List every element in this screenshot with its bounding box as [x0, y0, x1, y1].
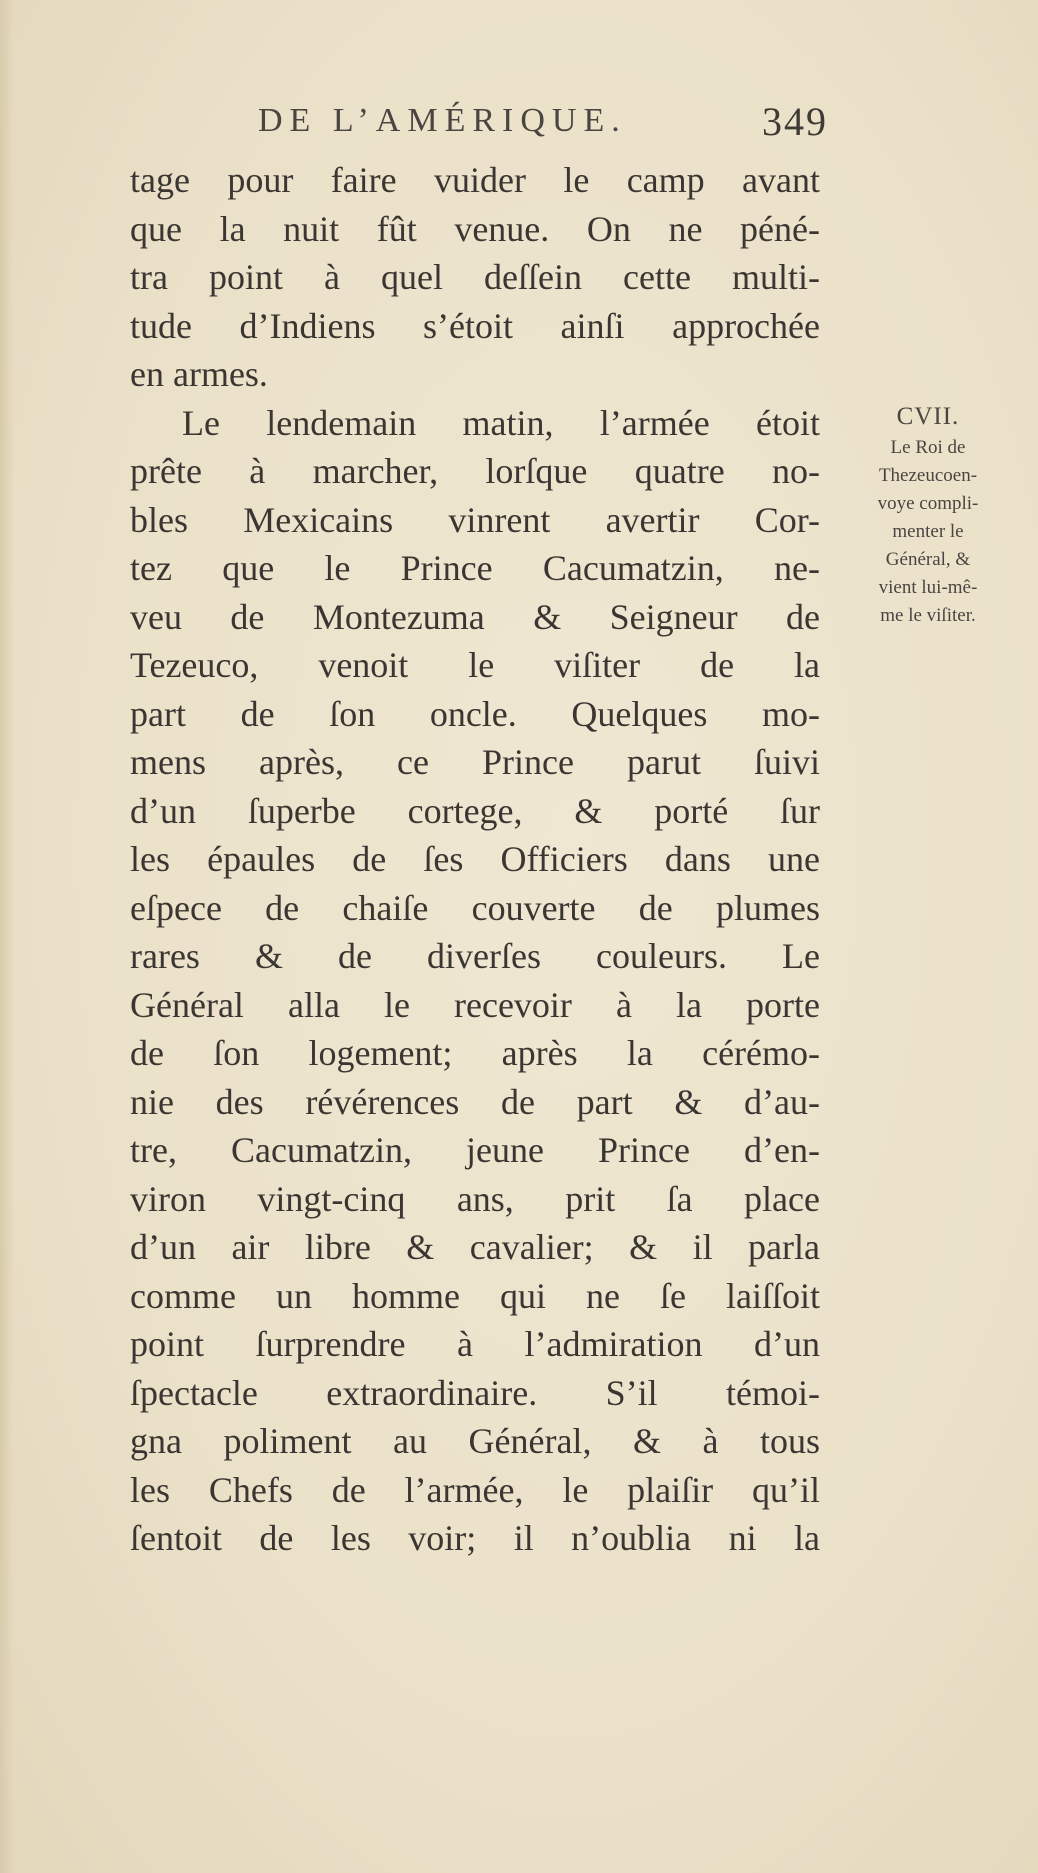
text-line: ſpectacle extraordinaire. S’il témoi-	[130, 1372, 820, 1413]
paragraph-start-line: Le lendemain matin, l’armée étoit	[182, 402, 820, 443]
text-line: de ſon logement; après la cérémo-	[130, 1033, 820, 1073]
text-line: point ſurprendre à l’admiration d’un	[130, 1324, 820, 1364]
text-line: que la nuit fût venue. On ne péné-	[130, 208, 820, 249]
margin-note-line: Thezeucoen-	[878, 465, 978, 486]
text-line: mens après, ce Prince parut ſuivi	[130, 742, 820, 782]
text-line: prête à marcher, lorſque quatre no-	[130, 451, 820, 491]
text-line: eſpece de chaiſe couverte de plumes	[130, 887, 820, 928]
text-line: tage pour faire vuider le camp avant	[130, 160, 820, 200]
text-line: ſentoit de les voir; il n’oublia ni la	[130, 1518, 820, 1558]
margin-note-line: vient lui-mê-	[878, 577, 978, 598]
running-head: DE L’AMÉRIQUE.	[258, 102, 627, 139]
text-line: tez que le Prince Cacumatzin, ne-	[130, 548, 820, 588]
text-line: tre, Cacumatzin, jeune Prince d’en-	[130, 1130, 820, 1170]
margin-note-line: menter le	[892, 521, 964, 542]
text-line: Général alla le recevoir à la porte	[130, 984, 820, 1025]
text-line: part de ſon oncle. Quelques mo-	[130, 693, 820, 734]
margin-note-line: Général, &	[885, 549, 971, 570]
text-line: gna poliment au Général, & à tous	[130, 1421, 820, 1461]
text-line: viron vingt-cinq ans, prit ſa place	[130, 1178, 820, 1219]
text-line: rares & de diverſes couleurs. Le	[130, 936, 820, 976]
text-line: d’un air libre & cavalier; & il parla	[130, 1227, 820, 1267]
text-line: comme un homme qui ne ſe laiſſoit	[130, 1275, 820, 1316]
margin-note	[838, 400, 1018, 630]
text-line: les Chefs de l’armée, le plaiſir qu’il	[130, 1469, 820, 1510]
margin-note-line: me le viſiter.	[880, 605, 976, 626]
text-line: d’un ſuperbe cortege, & porté ſur	[130, 790, 820, 831]
text-line: veu de Montezuma & Seigneur de	[130, 596, 820, 637]
margin-note-line: Le Roi de	[890, 437, 966, 458]
text-line: bles Mexicains vinrent avertir Cor-	[130, 499, 820, 540]
page-number: 349	[762, 99, 828, 144]
margin-note-line: voye compli-	[877, 493, 979, 514]
text-line: tra point à quel deſſein cette multi-	[130, 257, 820, 297]
text-line: nie des révérences de part & d’au-	[130, 1081, 820, 1122]
text-line: en armes.	[130, 354, 268, 394]
text-line: les épaules de ſes Officiers dans une	[130, 839, 820, 879]
text-line: Tezeuco, venoit le viſiter de la	[130, 645, 820, 685]
margin-note-number: CVII.	[896, 403, 960, 430]
page-gutter-shadow	[0, 0, 14, 1873]
body-text	[130, 156, 820, 1563]
text-line: tude d’Indiens s’étoit ainſi approchée	[130, 305, 820, 346]
page-header	[248, 96, 828, 148]
